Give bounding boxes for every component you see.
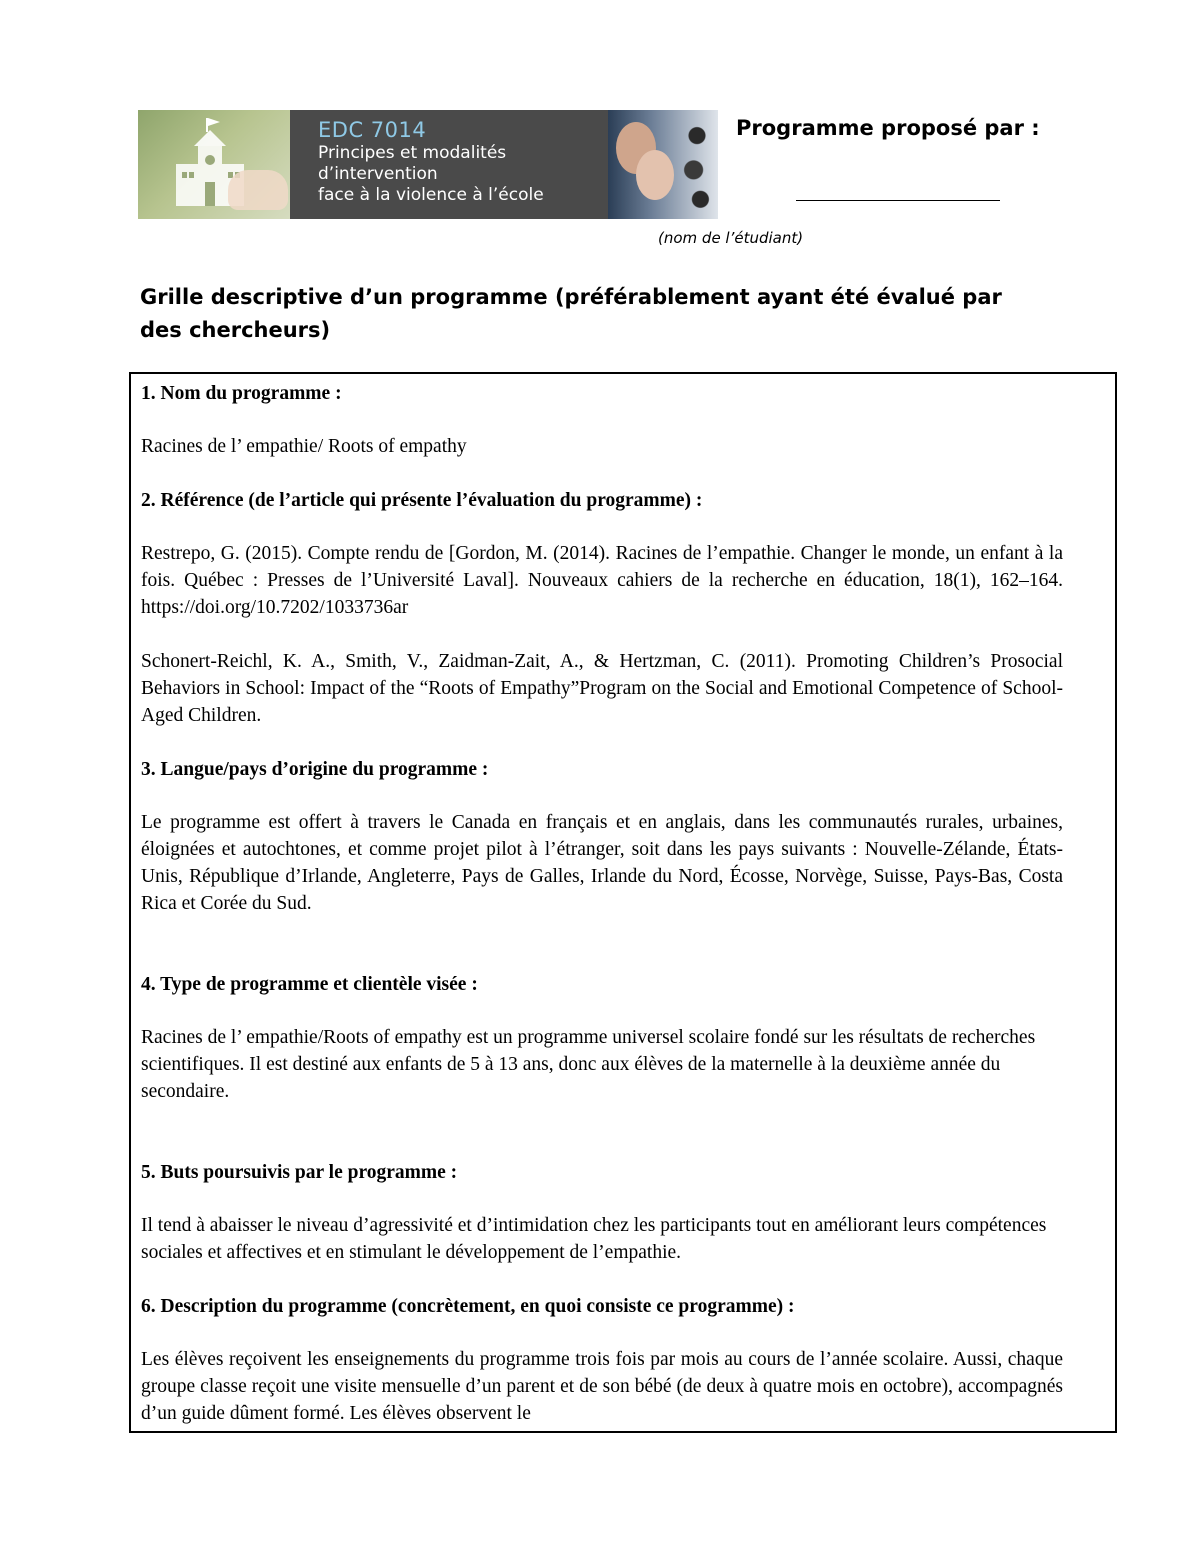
banner-photo-people [608,110,718,219]
section-6-heading: 6. Description du programme (concrètement, en quoi consiste ce programme) : [141,1296,795,1317]
course-banner [138,110,718,219]
course-title-line-2: d’intervention [318,164,438,184]
section-6-text: Les élèves reçoivent les enseignements du programme trois fois par mois au cours de l’année scolaire. Aussi, chaque groupe classe reçoit une visite mensuelle d’un parent et de son bébé (de deux à quatre mois en octobre), accompagnés d’un guide dûment formé. Les élèves observent le [141,1349,1063,1424]
section-4-heading: 4. Type de programme et clientèle visée : [141,974,478,995]
student-name-line[interactable] [796,200,1000,201]
program-description-grid [129,372,1117,1433]
section-1-text: Racines de l’ empathie/ Roots of empathy [141,436,467,457]
student-name-hint: (nom de l’étudiant) [658,229,804,247]
hand-image [228,170,288,210]
section-3-text: Le programme est offert à travers le Canada en français et en anglais, dans les communautés rurales, urbaines, éloignées et autochtones, et comme projet pilot à l’étranger, soit dans les pays suivants : Nouvelle-Zélande, États-Unis, République d’Irlande, Angleterre, Pays de Galles, Irlande du Nord, Écosse, Norvège, Suisse, Pays-Bas, Costa Rica et Corée du Sud. [141,812,1063,914]
section-5-text: Il tend à abaisser le niveau d’agressivité et d’intimidation chez les participants tout en améliorant leurs compétences sociales et affectives et en stimulant le développement de l’empathie. [141,1215,1047,1263]
proposer-label: Programme proposé par : [736,116,1040,140]
section-2-heading: 2. Référence (de l’article qui présente l’évaluation du programme) : [141,490,703,511]
grid-content [141,380,1063,1427]
section-4-text: Racines de l’ empathie/Roots of empathy est un programme universel scolaire fondé sur les résultats de recherches scientifiques. Il est destiné aux enfants de 5 à 13 ans, donc aux élèves de la maternelle à la deuxième année du secondaire. [141,1027,1036,1102]
section-1-heading: 1. Nom du programme : [141,383,342,404]
section-2-reference-2: Schonert-Reichl, K. A., Smith, V., Zaidman-Zait, A., & Hertzman, C. (2011). Promoting Children’s Prosocial Behaviors in School: Impact of the “Roots of Empathy”Program on the Social and Emotional Competence of School-Aged Children. [141,651,1063,726]
banner-photo-face [636,150,674,200]
page-title: Grille descriptive d’un programme (préférablement ayant été évalué par des chercheurs) [140,285,1002,342]
banner-photo-decoration [680,116,714,214]
course-code: EDC 7014 [318,118,427,142]
banner-text [318,120,544,206]
section-2-reference-1: Restrepo, G. (2015). Compte rendu de [Gordon, M. (2014). Racines de l’empathie. Changer le monde, un enfant à la fois. Québec : Presses de l’Université Laval]. Nouveaux cahiers de la recherche en éducation, 18(1), 162–164. https://doi.org/10.7202/1033736ar [141,543,1063,618]
course-title-line-1: Principes et modalités [318,143,507,163]
course-title-line-3: face à la violence à l’école [318,185,544,205]
section-5-heading: 5. Buts poursuivis par le programme : [141,1162,458,1183]
section-3-heading: 3. Langue/pays d’origine du programme : [141,759,489,780]
